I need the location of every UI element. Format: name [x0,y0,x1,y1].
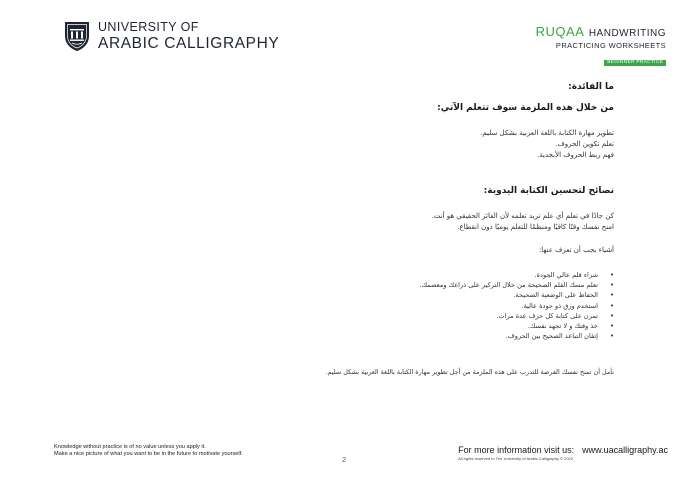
university-crest-icon [63,20,91,52]
list-item: • تمرن على كتابة كل حرف عدة مرات. [420,311,615,321]
brand-handwriting: HANDWRITING [588,28,666,39]
list-item: • تعلم مسك القلم الصحيحة من خلال التركيز على ذراعك ومعصمك. [420,280,615,290]
tip-line: امنح نفسك وقتًا كافيًا ومنظمًا للتعلم يوميًا دون انقطاع. [457,223,614,231]
logo-line-2: ARABIC CALLIGRAPHY [98,34,280,52]
brand-ruqaa: RUQAA [535,24,585,39]
closing-note: نأمل أن تمنح نفسك الفرصة للتدرب على هذه الملزمة من أجل تطوير مهارة الكتابة باللغة العربية بشكل سليم. [325,368,614,376]
list-item: • الحفاظ على الوضعية الصحيحة. [420,290,615,300]
footer-quote [54,444,243,458]
rights-notice: All rights reserved to The University of Arabic Calligraphy © 2022 [458,456,574,461]
quote-line-2: Make a nice picture of what you want to be in the future to motivate yourself. [54,451,243,457]
learn-item: فهم ربط الحروف الأبجدية. [537,151,614,159]
info-label: For more information visit us: [458,445,575,455]
university-logo [63,20,279,52]
quote-line-1: Knowledge without practice is of no value unless you apply it. [54,444,206,450]
tips-heading: نصائح لتحسين الكتابة اليدوية: [483,186,614,196]
list-item: • شراء قلم عالي الجودة. [420,270,615,280]
page-number: 2 [342,455,347,464]
know-list [420,270,615,341]
list-item: • خذ وقتك و لا تجهد نفسك. [420,321,615,331]
learn-heading: من خلال هذه الملزمة سوف تتعلم الآتي: [437,103,614,113]
brand-worksheets: PRACTICING WORKSHEETS [555,41,666,50]
logo-line-1: UNIVERSITY OF [98,20,199,34]
benefit-heading: ما الفائدة: [568,82,614,92]
know-heading: أشياء يجب أن تعرف عنها: [538,246,614,254]
page-header [0,0,690,70]
list-item: • إتقان التباعد الصحيح بين الحروف. [420,331,615,341]
list-item: • استخدم ورق ذو جودة عالية. [420,301,615,311]
learn-item: تطوير مهارة الكتابة باللغة العربية بشكل سليم. [480,129,614,137]
footer-contact [458,445,668,461]
level-badge: BEGINNER PRACTICE [604,60,666,67]
learn-item: تعلم تكوين الحروف. [555,140,614,148]
tip-line: كن جادًا في تعلم أي علم تريد تعلمه لأن الفائز الحقيقي هو أنت. [431,212,614,220]
worksheet-brand [536,24,666,66]
website-link[interactable]: www.uacalligraphy.ac [582,445,668,455]
